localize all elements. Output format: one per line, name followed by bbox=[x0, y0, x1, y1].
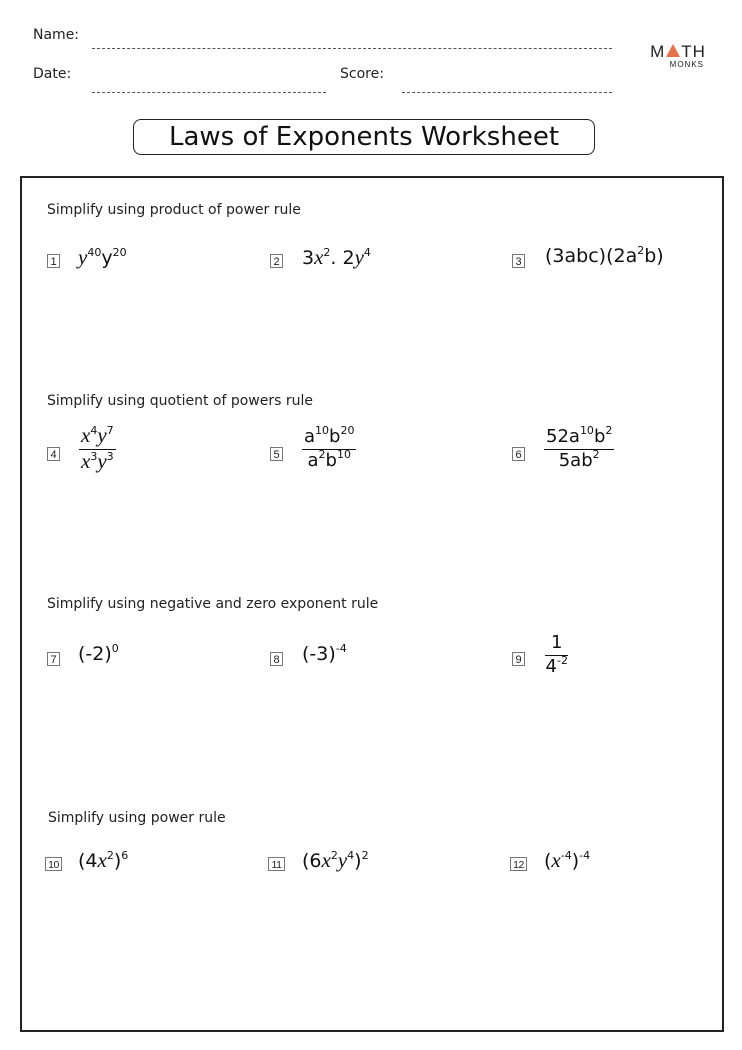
problem-8-expression bbox=[302, 643, 347, 665]
problem-9 bbox=[512, 648, 525, 667]
var: b bbox=[593, 426, 606, 447]
problem-number: 2 bbox=[270, 254, 283, 268]
name-label: Name: bbox=[33, 27, 80, 43]
exp: -4 bbox=[560, 848, 572, 862]
exp: 20 bbox=[112, 245, 127, 259]
denominator bbox=[81, 450, 114, 473]
problem-5 bbox=[270, 443, 283, 462]
var: y bbox=[337, 848, 348, 872]
problem-3-expression bbox=[545, 245, 664, 267]
term: 52a bbox=[546, 426, 580, 447]
var: a bbox=[304, 426, 316, 447]
problem-6-fraction bbox=[544, 423, 614, 471]
exp: 6 bbox=[121, 848, 129, 862]
problem-3 bbox=[512, 250, 525, 269]
score-field[interactable] bbox=[402, 92, 612, 93]
problem-number: 4 bbox=[47, 447, 60, 461]
var: x bbox=[321, 848, 331, 872]
problem-number: 10 bbox=[45, 857, 62, 871]
section-heading-power: Simplify using power rule bbox=[48, 810, 226, 826]
exp: -4 bbox=[335, 641, 347, 655]
numerator bbox=[545, 633, 568, 656]
exp: 2 bbox=[637, 243, 645, 257]
name-field[interactable] bbox=[92, 48, 612, 49]
exp: 40 bbox=[87, 245, 102, 259]
var: y bbox=[97, 449, 107, 473]
exp: 4 bbox=[90, 423, 98, 437]
exp: 20 bbox=[340, 423, 355, 437]
var: x bbox=[551, 848, 561, 872]
exp: 2 bbox=[106, 848, 114, 862]
term: b) bbox=[644, 245, 664, 267]
problem-10 bbox=[45, 853, 62, 872]
var: y bbox=[354, 245, 364, 269]
section-heading-quotient: Simplify using quotient of powers rule bbox=[47, 393, 313, 409]
problem-number: 12 bbox=[510, 857, 527, 871]
problem-number: 1 bbox=[47, 254, 60, 268]
logo-text-monks: MONKS bbox=[669, 60, 704, 69]
exp: 2 bbox=[361, 848, 369, 862]
var: x bbox=[81, 423, 91, 447]
problem-6 bbox=[512, 443, 525, 462]
var: x bbox=[97, 848, 107, 872]
problem-5-fraction bbox=[302, 423, 356, 471]
problem-12 bbox=[510, 853, 527, 872]
var: y bbox=[101, 247, 113, 269]
var: y bbox=[97, 423, 107, 447]
section-heading-product: Simplify using product of power rule bbox=[47, 202, 301, 218]
problem-10-expression bbox=[78, 848, 128, 873]
paren: ) bbox=[354, 850, 362, 872]
problem-number: 9 bbox=[512, 652, 525, 666]
term: (3abc)(2a bbox=[545, 245, 638, 267]
exp: 3 bbox=[106, 449, 114, 463]
denominator bbox=[545, 653, 568, 677]
base: (-3) bbox=[302, 643, 336, 665]
coef: 3 bbox=[302, 247, 315, 269]
var: x bbox=[314, 245, 324, 269]
base: (-2) bbox=[78, 643, 112, 665]
problem-number: 3 bbox=[512, 254, 525, 268]
term: 1 bbox=[551, 632, 563, 653]
problem-1-expression bbox=[78, 245, 127, 270]
term: (6 bbox=[302, 850, 322, 872]
exp: 10 bbox=[579, 423, 594, 437]
term: (4 bbox=[78, 850, 98, 872]
problem-2 bbox=[270, 250, 283, 269]
term: 5ab bbox=[558, 450, 593, 471]
paren: ( bbox=[544, 850, 552, 872]
base: 4 bbox=[545, 656, 557, 677]
exp: 0 bbox=[111, 641, 119, 655]
problem-7 bbox=[47, 648, 60, 667]
date-label: Date: bbox=[33, 66, 72, 82]
exp: -4 bbox=[579, 848, 591, 862]
page-title: Laws of Exponents Worksheet bbox=[133, 119, 595, 155]
var: b bbox=[329, 426, 341, 447]
exp: 4 bbox=[347, 848, 355, 862]
exp: 2 bbox=[592, 447, 600, 461]
var: a bbox=[307, 450, 319, 471]
problem-number: 7 bbox=[47, 652, 60, 666]
var: y bbox=[78, 245, 88, 269]
exp: 2 bbox=[605, 423, 613, 437]
triangle-icon bbox=[666, 44, 680, 57]
problem-11 bbox=[268, 853, 285, 872]
exp: 2 bbox=[323, 245, 331, 259]
problem-12-expression bbox=[544, 848, 590, 873]
problem-7-expression bbox=[78, 643, 119, 665]
exp: 10 bbox=[315, 423, 330, 437]
exp: -2 bbox=[556, 653, 568, 667]
problem-8 bbox=[270, 648, 283, 667]
problem-4-fraction bbox=[79, 425, 116, 473]
problem-11-expression bbox=[302, 848, 369, 873]
math-monks-logo bbox=[648, 43, 708, 69]
paren: ) bbox=[113, 850, 122, 872]
var: b bbox=[325, 450, 337, 471]
exp: 7 bbox=[106, 423, 114, 437]
score-label: Score: bbox=[340, 66, 384, 82]
coef: . 2 bbox=[330, 247, 355, 269]
problem-2-expression bbox=[302, 245, 371, 270]
denominator bbox=[558, 447, 600, 471]
problem-4 bbox=[47, 443, 60, 462]
exp: 2 bbox=[318, 447, 326, 461]
problem-number: 11 bbox=[268, 857, 285, 871]
var: x bbox=[81, 449, 91, 473]
problem-1 bbox=[47, 250, 60, 269]
numerator bbox=[302, 423, 356, 450]
denominator bbox=[307, 447, 351, 471]
problem-number: 5 bbox=[270, 447, 283, 461]
problem-number: 6 bbox=[512, 447, 525, 461]
exp: 2 bbox=[330, 848, 338, 862]
problem-9-fraction bbox=[545, 633, 568, 677]
exp: 4 bbox=[363, 245, 371, 259]
logo-text-th: TH bbox=[681, 42, 706, 61]
section-heading-negative-zero: Simplify using negative and zero exponent rule bbox=[47, 596, 379, 612]
problem-number: 8 bbox=[270, 652, 283, 666]
logo-text-m: M bbox=[650, 42, 666, 61]
exp: 3 bbox=[90, 449, 98, 463]
numerator bbox=[544, 423, 614, 450]
numerator bbox=[79, 425, 116, 450]
exp: 10 bbox=[336, 447, 351, 461]
paren: ) bbox=[571, 850, 580, 872]
date-field[interactable] bbox=[92, 92, 326, 93]
